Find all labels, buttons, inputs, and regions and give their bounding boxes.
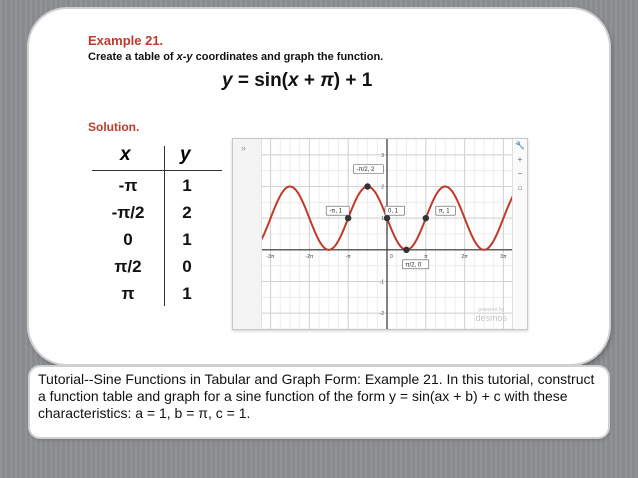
watermark-text: desmos: [475, 313, 507, 323]
watermark-small: powered by: [478, 307, 505, 313]
graph-toolbar: [512, 139, 527, 329]
instruction-text-end: coordinates and graph the function.: [192, 51, 384, 63]
equation-x: x: [288, 70, 299, 91]
x-tick-label: 0: [390, 253, 393, 260]
data-point: [364, 183, 370, 189]
data-point: [384, 215, 390, 221]
table-header-y: y: [180, 144, 191, 165]
table-divider: [92, 170, 222, 171]
point-label: -π/2, 2: [356, 167, 375, 173]
x-tick-label: -2π: [305, 253, 314, 260]
table-row-x: -π/2: [111, 203, 145, 222]
x-tick-label: 2π: [461, 253, 468, 260]
equation-y: y: [222, 70, 233, 91]
y-tick-label: 3: [381, 152, 384, 159]
expand-panel-icon[interactable]: »: [241, 143, 247, 153]
caption-text: Tutorial--Sine Functions in Tabular and Graph Form: Example 21. In this tutorial, construct a function table and graph for a sine function of the form y = sin(ax + b) + c with these characteristics: a = 1, b = π, c = 1.: [38, 371, 595, 421]
data-point: [423, 215, 429, 221]
example-instruction: [88, 51, 383, 63]
x-tick-label: 3π: [500, 253, 507, 260]
equation-plus: +: [298, 70, 321, 91]
table-row-y: 2: [182, 203, 192, 222]
x-tick-label: π: [424, 253, 428, 260]
graph-panel[interactable]: [232, 138, 528, 330]
point-label: -π, 1: [329, 208, 343, 215]
x-tick-label: -π: [345, 253, 351, 260]
table-row-y: 0: [182, 257, 192, 276]
table-row-x: 0: [123, 230, 133, 249]
solution-title: Solution.: [88, 120, 140, 134]
point-label: 0, 1: [388, 208, 399, 215]
table-vline: [164, 146, 165, 306]
y-tick-label: -2: [379, 311, 384, 318]
equation-pi: π: [320, 70, 334, 91]
point-label: π, 1: [438, 208, 450, 215]
zoom-in-icon[interactable]: +: [517, 155, 523, 164]
y-tick-label: 1: [381, 216, 384, 223]
graph-canvas[interactable]: [233, 139, 513, 329]
expression-panel-collapsed[interactable]: [233, 139, 262, 329]
point-label: π/2, 0: [405, 262, 422, 269]
table-row-y: 1: [182, 284, 192, 303]
y-tick-label: 2: [381, 184, 384, 191]
wrench-icon[interactable]: 🔧: [515, 141, 525, 150]
table-row-y: 1: [182, 176, 192, 195]
equation: [222, 70, 372, 92]
zoom-out-icon[interactable]: −: [517, 169, 523, 178]
example-title: Example 21.: [88, 33, 164, 48]
y-tick-label: -1: [379, 279, 384, 286]
caption-box: [30, 367, 608, 437]
x-tick-label: -3π: [266, 253, 275, 260]
data-point: [403, 247, 409, 253]
home-icon[interactable]: ⌂: [517, 183, 523, 192]
equation-sin: = sin(: [232, 70, 289, 91]
instruction-text: Create a table of: [88, 51, 177, 63]
instruction-xy: x-y: [176, 51, 193, 63]
desmos-logo: [475, 307, 507, 323]
table-row-x: π: [121, 284, 135, 303]
equation-tail: ) + 1: [333, 70, 373, 91]
table-row-x: -π: [118, 176, 138, 195]
table-header-x: x: [120, 144, 131, 165]
data-point: [345, 215, 351, 221]
table-row-x: π/2: [114, 257, 142, 276]
table-row-y: 1: [182, 230, 192, 249]
